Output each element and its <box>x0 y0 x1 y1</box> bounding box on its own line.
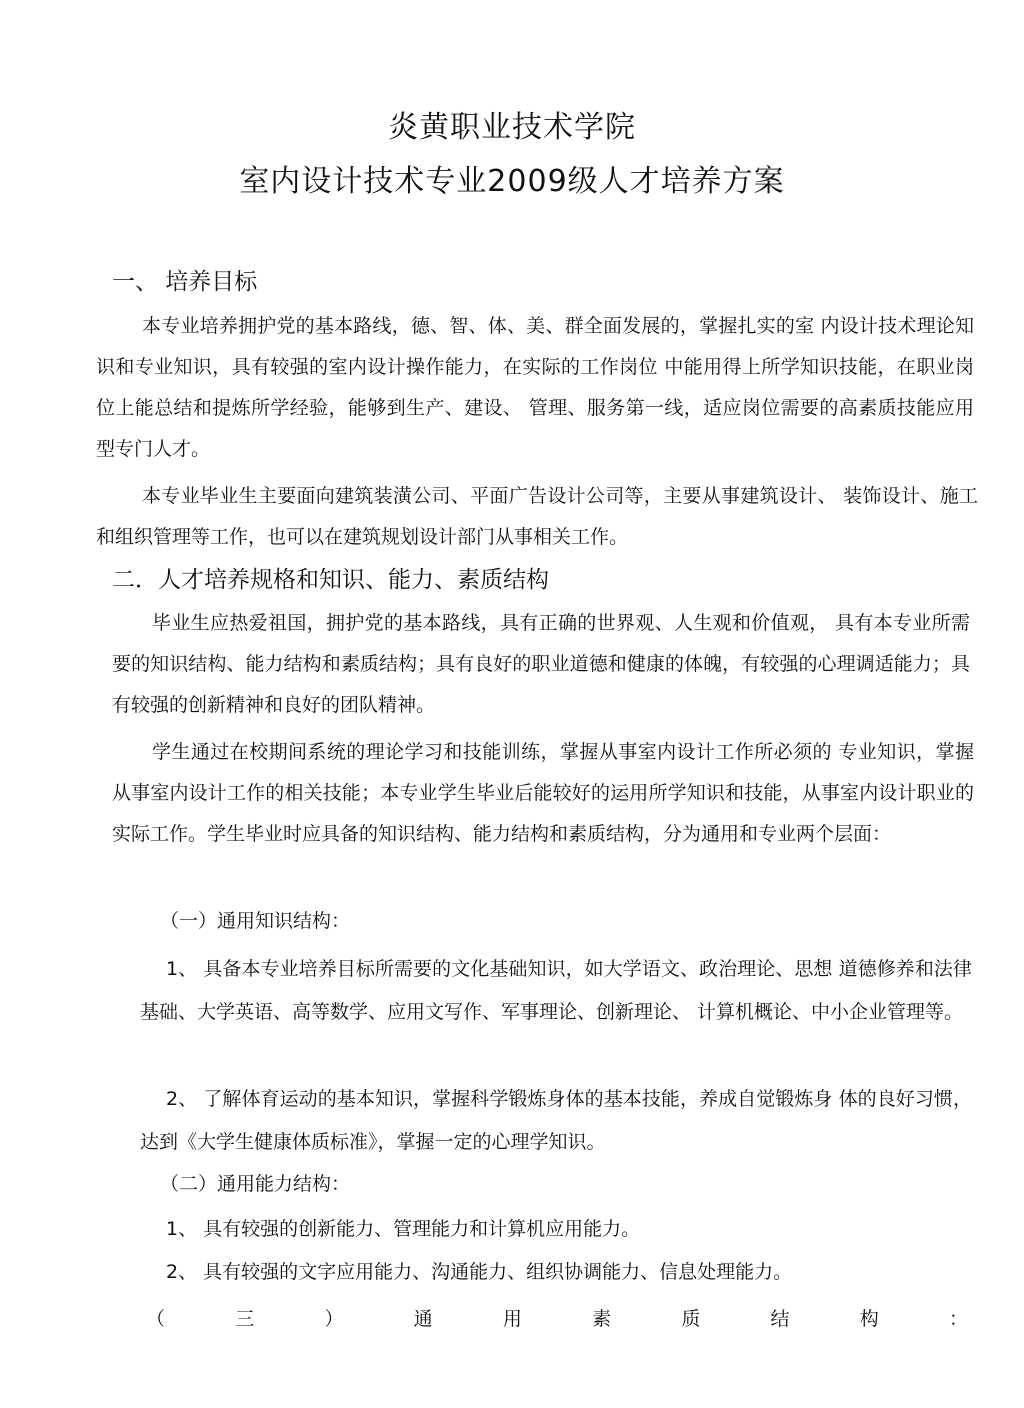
paragraph-student-training: 学生通过在校期间系统的理论学习和技能训练，掌握从事室内设计工作所必须的 专业知识，掌握从事室内设计工作的相关技能；本专业学生毕业后能较好的运用所学知识和技能，从事室内设计职业的实际工作。学生毕业时应具备的知识结构、能力结构和素质结构，分为通用和专业两个层面： <box>112 741 974 845</box>
subheading-char: （ <box>146 1308 166 1330</box>
list-item: 1、 具备本专业培养目标所需要的文化基础知识，如大学语文、政治理论、思想 道德修养和法律基础、大学英语、高等数学、应用文写作、军事理论、创新理论、 计算机概论、中小企业管理等。 <box>140 958 972 1023</box>
subheading-char: 质 <box>681 1308 701 1330</box>
paragraph-employment-direction: 本专业毕业生主要面向建筑装潢公司、平面广告设计公司等，主要从事建筑设计、 装饰设计、施工和组织管理等工作，也可以在建筑规划设计部门从事相关工作。 <box>96 485 978 548</box>
list-item: 1、 具有较强的创新能力、管理能力和计算机应用能力。 <box>166 1218 641 1240</box>
subheading-char: ： <box>948 1308 968 1330</box>
subheading-char: ） <box>324 1308 344 1330</box>
subheading-char: 用 <box>502 1308 522 1330</box>
subheading-char: 构 <box>859 1308 879 1330</box>
section-heading-talent-specs: 二．人才培养规格和知识、能力、素质结构 <box>112 567 549 593</box>
list-item: 2、 具有较强的文字应用能力、沟通能力、组织协调能力、信息处理能力。 <box>166 1261 793 1283</box>
subheading-general-knowledge: （一）通用知识结构： <box>160 910 351 932</box>
subheading-char: 通 <box>413 1308 433 1330</box>
subheading-char: 素 <box>592 1308 612 1330</box>
document-title-school: 炎黄职业技术学院 <box>388 110 636 145</box>
list-item: 2、 了解体育运动的基本知识，掌握科学锻炼身体的基本技能，养成自觉锻炼身 体的良好习惯，达到《大学生健康体质标准》，掌握一定的心理学知识。 <box>140 1088 972 1153</box>
subheading-general-quality <box>146 1302 968 1336</box>
paragraph-graduate-requirements: 毕业生应热爱祖国，拥护党的基本路线，具有正确的世界观、人生观和价值观， 具有本专业所需要的知识结构、能力结构和素质结构；具有良好的职业道德和健康的体魄，有较强的心理调适能力；具有较强的创新精神和良好的团队精神。 <box>112 612 970 716</box>
section-heading-training-goals: 一、 培养目标 <box>112 269 258 295</box>
subheading-char: 三 <box>235 1308 255 1330</box>
paragraph-training-goals: 本专业培养拥护党的基本路线，德、智、体、美、群全面发展的，掌握扎实的室 内设计技术理论知识和专业知识，具有较强的室内设计操作能力，在实际的工作岗位 中能用得上所学知识技能，在职业岗位上能总结和提炼所学经验，能够到生产、建设、 管理、服务第一线，适应岗位需要的高素质技能应用型专门人才。 <box>96 315 974 460</box>
subheading-char: 结 <box>770 1308 790 1330</box>
subheading-general-ability: （二）通用能力结构： <box>160 1173 351 1195</box>
document-title-program: 室内设计技术专业2009级人才培养方案 <box>239 164 785 199</box>
